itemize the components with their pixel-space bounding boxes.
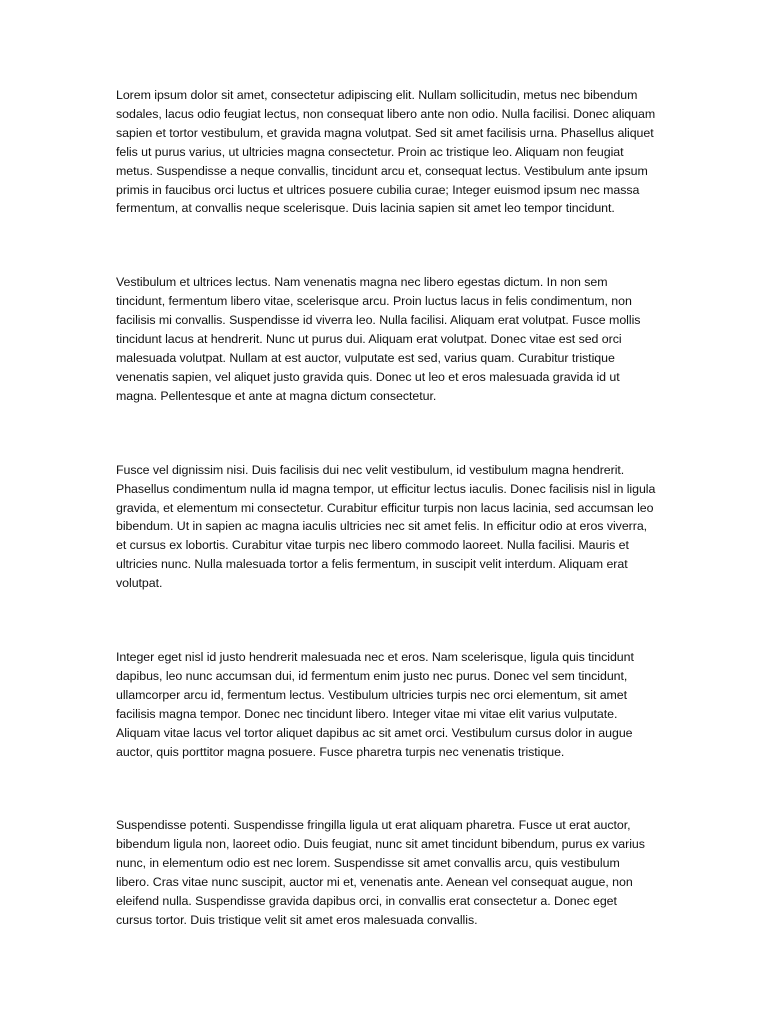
paragraph-3: Fusce vel dignissim nisi. Duis facilisis dui nec velit vestibulum, id vestibulum magna hendrerit. Phasellus condimentum nulla id magna tempor, ut efficitur lectus iaculis. Donec facilisis nisl in ligula gravida, et elementum mi consectetur. Curabitur efficitur turpis non lacus lacinia, sed accumsan leo bibendum. Ut in sapien ac magna iaculis ultricies nec sit amet felis. In efficitur odio at eros viverra, et cursus ex lobortis. Curabitur vitae turpis nec libero commodo laoreet. Nulla facilisi. Mauris et ultricies nunc. Nulla malesuada tortor a felis fermentum, in suscipit velit interdum. Aliquam erat volutpat. [116,462,656,591]
document-body [116,86,656,930]
paragraph-2: Vestibulum et ultrices lectus. Nam venenatis magna nec libero egestas dictum. In non sem tincidunt, fermentum libero vitae, scelerisque arcu. Proin luctus lacus in felis condimentum, non facilisis mi convallis. Suspendisse id viverra leo. Nulla facilisi. Aliquam erat volutpat. Fusce mollis tincidunt lacus at hendrerit. Nunc ut purus dui. Aliquam erat volutpat. Donec vitae est sed orci malesuada volutpat. Nullam at est auctor, vulputate est sed, varius quam. Curabitur tristique venenatis sapien, vel aliquet justo gravida quis. Donec ut leo et eros malesuada gravida id ut magna. Pellentesque et ante at magna dictum consectetur. [116,275,641,403]
paragraph-4: Integer eget nisl id justo hendrerit malesuada nec et eros. Nam scelerisque, ligula quis tincidunt dapibus, leo nunc accumsan dui, id fermentum enim justo nec purus. Donec vel sem tincidunt, ullamcorper arcu id, fermentum lectus. Vestibulum ultricies turpis nec orci elementum, sit amet facilisis magna tempor. Donec nec tincidunt libero. Integer vitae mi vitae elit varius vulputate. Aliquam vitae lacus vel tortor aliquet dapibus ac sit amet orci. Vestibulum cursus dolor in augue auctor, quis porttitor magna posuere. Fusce pharetra turpis nec venenatis tristique. [116,650,634,759]
paragraph-1: Lorem ipsum dolor sit amet, consectetur adipiscing elit. Nullam sollicitudin, metus nec bibendum sodales, lacus odio feugiat lectus, non consequat libero ante non odio. Nulla facilisi. Donec aliquam sapien et tortor vestibulum, et gravida magna volutpat. Sed sit amet facilisis urna. Phasellus aliquet felis ut purus varius, ut ultricies magna consectetur. Proin ac tristique leo. Aliquam non feugiat metus. Suspendisse a neque convallis, tincidunt arcu et, consequat lectus. Vestibulum ante ipsum primis in faucibus orci luctus et ultrices posuere cubilia curae; Integer euismod ipsum nec massa fermentum, at convallis neque scelerisque. Duis lacinia sapien sit amet leo tempor tincidunt. [116,88,656,216]
paragraph-5: Suspendisse potenti. Suspendisse fringilla ligula ut erat aliquam pharetra. Fusce ut erat auctor, bibendum ligula non, laoreet odio. Duis feugiat, nunc sit amet tincidunt bibendum, purus ex varius nunc, in elementum odio est nec lorem. Suspendisse sit amet convallis arcu, quis vestibulum libero. Cras vitae nunc suscipit, auctor mi et, venenatis ante. Aenean vel consequat augue, non eleifend nulla. Suspendisse gravida dapibus orci, in convallis erat consectetur a. Donec eget cursus tortor. Duis tristique velit sit amet eros malesuada convallis. [116,818,645,927]
